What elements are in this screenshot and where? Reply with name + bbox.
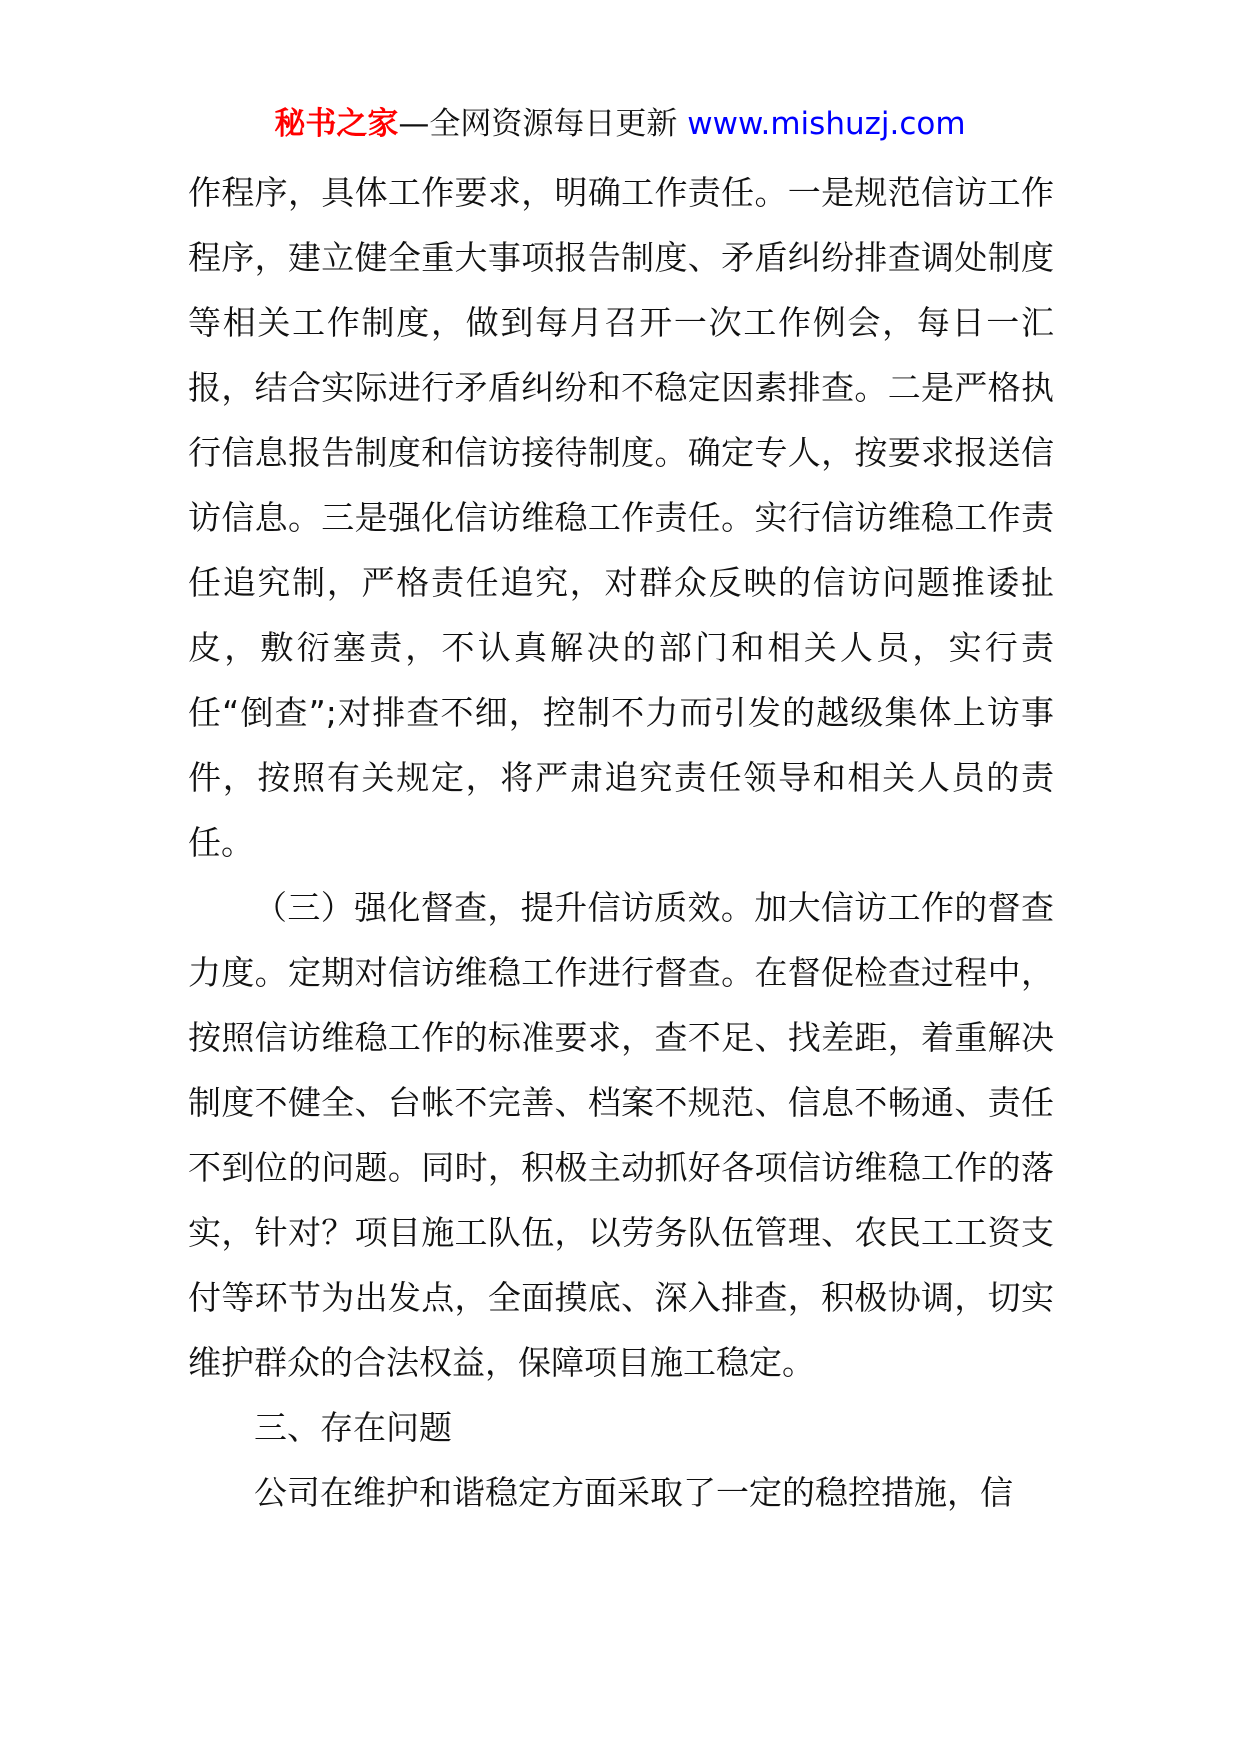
site-url-link[interactable]: www.mishuzj.com: [687, 106, 966, 142]
paragraph-section-three-supervision: （三）强化督查，提升信访质效。加大信访工作的督查力度。定期对信访维稳工作进行督查。在督促检查过程中，按照信访维稳工作的标准要求，查不足、找差距，着重解决制度不健全、台帐不完善、档案不规范、信息不畅通、责任不到位的问题。同时，积极主动抓好各项信访维稳工作的落实，针对？项目施工队伍，以劳务队伍管理、农民工工资支付等环节为出发点，全面摸底、深入排查，积极协调，切实维护群众的合法权益，保障项目施工稳定。: [188, 888, 1054, 1382]
header-tagline: —全网资源每日更新: [398, 106, 688, 142]
paragraph-problems-intro: 公司在维护和谐稳定方面采取了一定的稳控措施，信: [254, 1473, 1013, 1512]
document-body: [188, 160, 1054, 1525]
paragraph-continuation: 作程序，具体工作要求，明确工作责任。一是规范信访工作程序，建立健全重大事项报告制度、矛盾纠纷排查调处制度等相关工作制度，做到每月召开一次工作例会，每日一汇报，结合实际进行矛盾纠纷和不稳定因素排查。二是严格执行信息报告制度和信访接待制度。确定专人，按要求报送信访信息。三是强化信访维稳工作责任。实行信访维稳工作责任追究制，严格责任追究，对群众反映的信访问题推诿扯皮，敷衍塞责，不认真解决的部门和相关人员，实行责任“倒查”;对排查不细，控制不力而引发的越级集体上访事件，按照有关规定，将严肃追究责任领导和相关人员的责任。: [188, 173, 1054, 862]
section-heading-problems: 三、存在问题: [254, 1408, 452, 1447]
site-header: [0, 100, 1240, 148]
brand-name: 秘书之家: [274, 106, 399, 142]
